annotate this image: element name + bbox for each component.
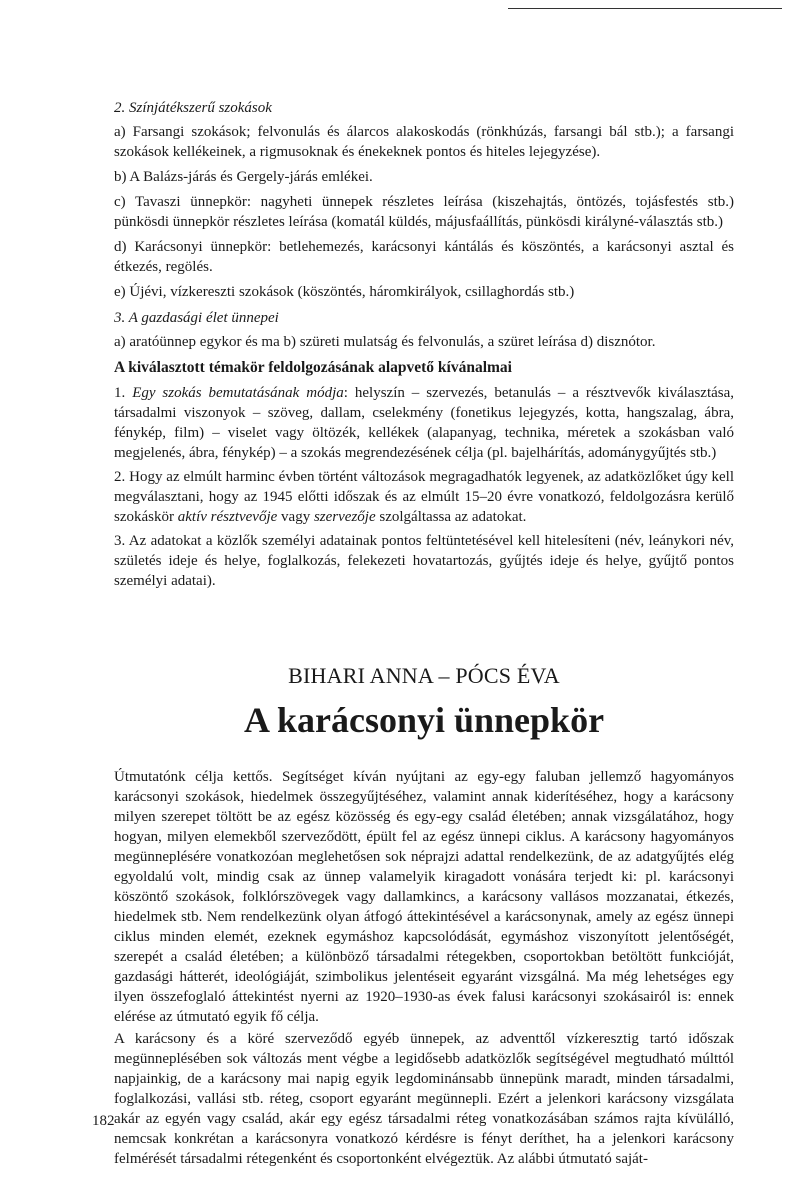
requirement-2-italic-1: aktív résztvevője	[177, 509, 278, 525]
section-2-item-b: b) A Balázs-járás és Gergely-járás emlékei.	[114, 169, 373, 185]
requirement-1-text: : helyszín – szervezés, betanulás – a résztvevők kiválasztása, társadalmi viszonyok – szöveg, dallam, cselekmény (fonetikus lejegyzés, kotta, hangszalag, ábra, fénykép, film) – viselet vagy öltözék, kellékek (alapanyag, technika, méretek a szokásban való megjelenés, ábra, fénykép) – a szokás megrendezésének célja (pl. bajelhárítás, adománygyűjtés stb.)	[114, 385, 735, 461]
page-content	[114, 98, 734, 1169]
requirement-2-text-b: vagy	[277, 509, 314, 525]
section-3-heading: 3. A gazdasági élet ünnepei	[114, 310, 279, 326]
requirement-2-text-c: szolgáltassa az adatokat.	[375, 509, 527, 525]
requirements-heading: A kiválasztott témakör feldolgozásának alapvető kívánalmai	[114, 359, 512, 376]
article-paragraph-2: A karácsony és a köré szerveződő egyéb ünnepek, az adventtől vízkeresztig tartó időszak megünneplésében sok változás ment végbe a legidősebb adatközlők segítségével megtudható múlttól napjainkig, de a karácsony mai napig egyik legdominánsabb ünnepünk maradt, minden társadalmi, foglalkozási, vallási stb. réteg, csoport egyaránt megünnepli. Ezért a jelenkori karácsony vizsgálata akár az egyén vagy család, akár egy egész társadalmi réteg vonatkozásában számos rajta kívülálló, nemcsak konkrétan a karácsonyra vonatkozó kérdésre is fényt deríthet, ha a jelenkori karácsony felmérését társadalmi rétegenként és csoportonként elvégeztük. Az alábbi útmutató saját-	[114, 1031, 734, 1167]
article-title: A karácsonyi ünnepkör	[243, 700, 605, 740]
section-2-item-e: e) Újévi, vízkereszti szokások (köszöntés, háromkirályok, csillaghordás stb.)	[114, 284, 575, 300]
requirement-2	[114, 467, 734, 527]
section-3-text: a) aratóünnep egykor és ma b) szüreti mulatság és felvonulás, a szüret leírása d) disznótor.	[114, 334, 656, 350]
section-2-item-d: d) Karácsonyi ünnepkör: betlehemezés, karácsonyi kántálás és köszöntés, a karácsonyi asztal és étkezés, regölés.	[114, 239, 734, 275]
section-2-item-a: a) Farsangi szokások; felvonulás és álarcos alakoskodás (rönkhúzás, farsangi bál stb.); a farsangi szokások kellékeinek, a rigmusoknak és énekeknek pontos és hiteles lejegyzése).	[114, 124, 734, 160]
article-paragraph-1: Útmutatónk célja kettős. Segítséget kíván nyújtani az egy-egy faluban jellemző hagyományos karácsonyi szokások, hiedelmek összegyűjtéséhez, valamint annak kiderítéséhez, hogy a karácsony milyen szerepet töltött be az egész közösség és egy-egy család életében; annak vizsgálatához, hogy hogyan, milyen elemekből szerveződött, épült fel az egész ünnepi ciklus. A karácsony hagyományos megünneplésére vonatkozóan meglehetősen sok néprajzi adattal rendelkezünk, de az adatgyűjtés elég egyoldalú volt, mindig csak az ünnep valamelyik kiragadott vonására terjedt ki: pl. karácsonyi köszöntő szokások, folklórszövegek vagy dallamkincs, a karácsony vallásos mozzanatai, étkezés, hiedelmek stb. Nem rendelkezünk olyan átfogó áttekintésével a karácsonynak, amely az egész ünnepi ciklus minden elemét, ezeknek egymáshoz kapcsolódását, egymáshoz viszonyított jelentőségét, szerepét a család életében; a különböző társadalmi rétegekben, csoportokban betöltött funkcióját, gazdasági hátterét, ideológiáját, szimbolikus jelentéseit egyaránt vizsgálná. Ma még lehetséges egy ilyen összefoglaló áttekintést nyerni az 1920–1930-as évek falusi karácsonyi szokásairól is: ennek elérése az útmutató egyik fő célja.	[114, 769, 734, 1025]
article-body	[114, 767, 734, 1169]
requirement-3: 3. Az adatokat a közlők személyi adatainak pontos feltüntetésével kell hitelesíteni (név, leánykori név, születés ideje és helye, foglalkozás, felekezeti hovatartozás, gyűjtés ideje és helye, gyűjtő pontos személyi adatai).	[114, 533, 734, 589]
requirement-1-number: 1.	[114, 385, 133, 401]
section-2-item-c: c) Tavaszi ünnepkör: nagyheti ünnepek részletes leírása (kiszehajtás, öntözés, tojásfestés stb.) pünkösdi ünnepkör részletes leírása (komatál küldés, májusfaállítás, pünkösdi királyné-választás stb.)	[114, 194, 734, 230]
section-2-heading: 2. Színjátékszerű szokások	[114, 100, 272, 116]
requirement-2-text-a: 2. Hogy az elmúlt harminc évben történt változások megragadhatók legyenek, az adatközlőket úgy kell megválasztani, hogy az 1945 előtti időszak és az elmúlt 15–20 évre vonatkozó, feldolgozásra kerülő szokáskör	[114, 469, 734, 525]
article-authors: BIHARI ANNA – PÓCS ÉVA	[288, 663, 560, 688]
header-rule	[508, 8, 782, 9]
requirement-1-italic: Egy szokás bemutatásának módja	[132, 385, 344, 401]
requirement-1	[114, 383, 734, 463]
requirement-2-italic-2: szervezője	[313, 509, 376, 525]
page-number: 182	[92, 1113, 115, 1129]
